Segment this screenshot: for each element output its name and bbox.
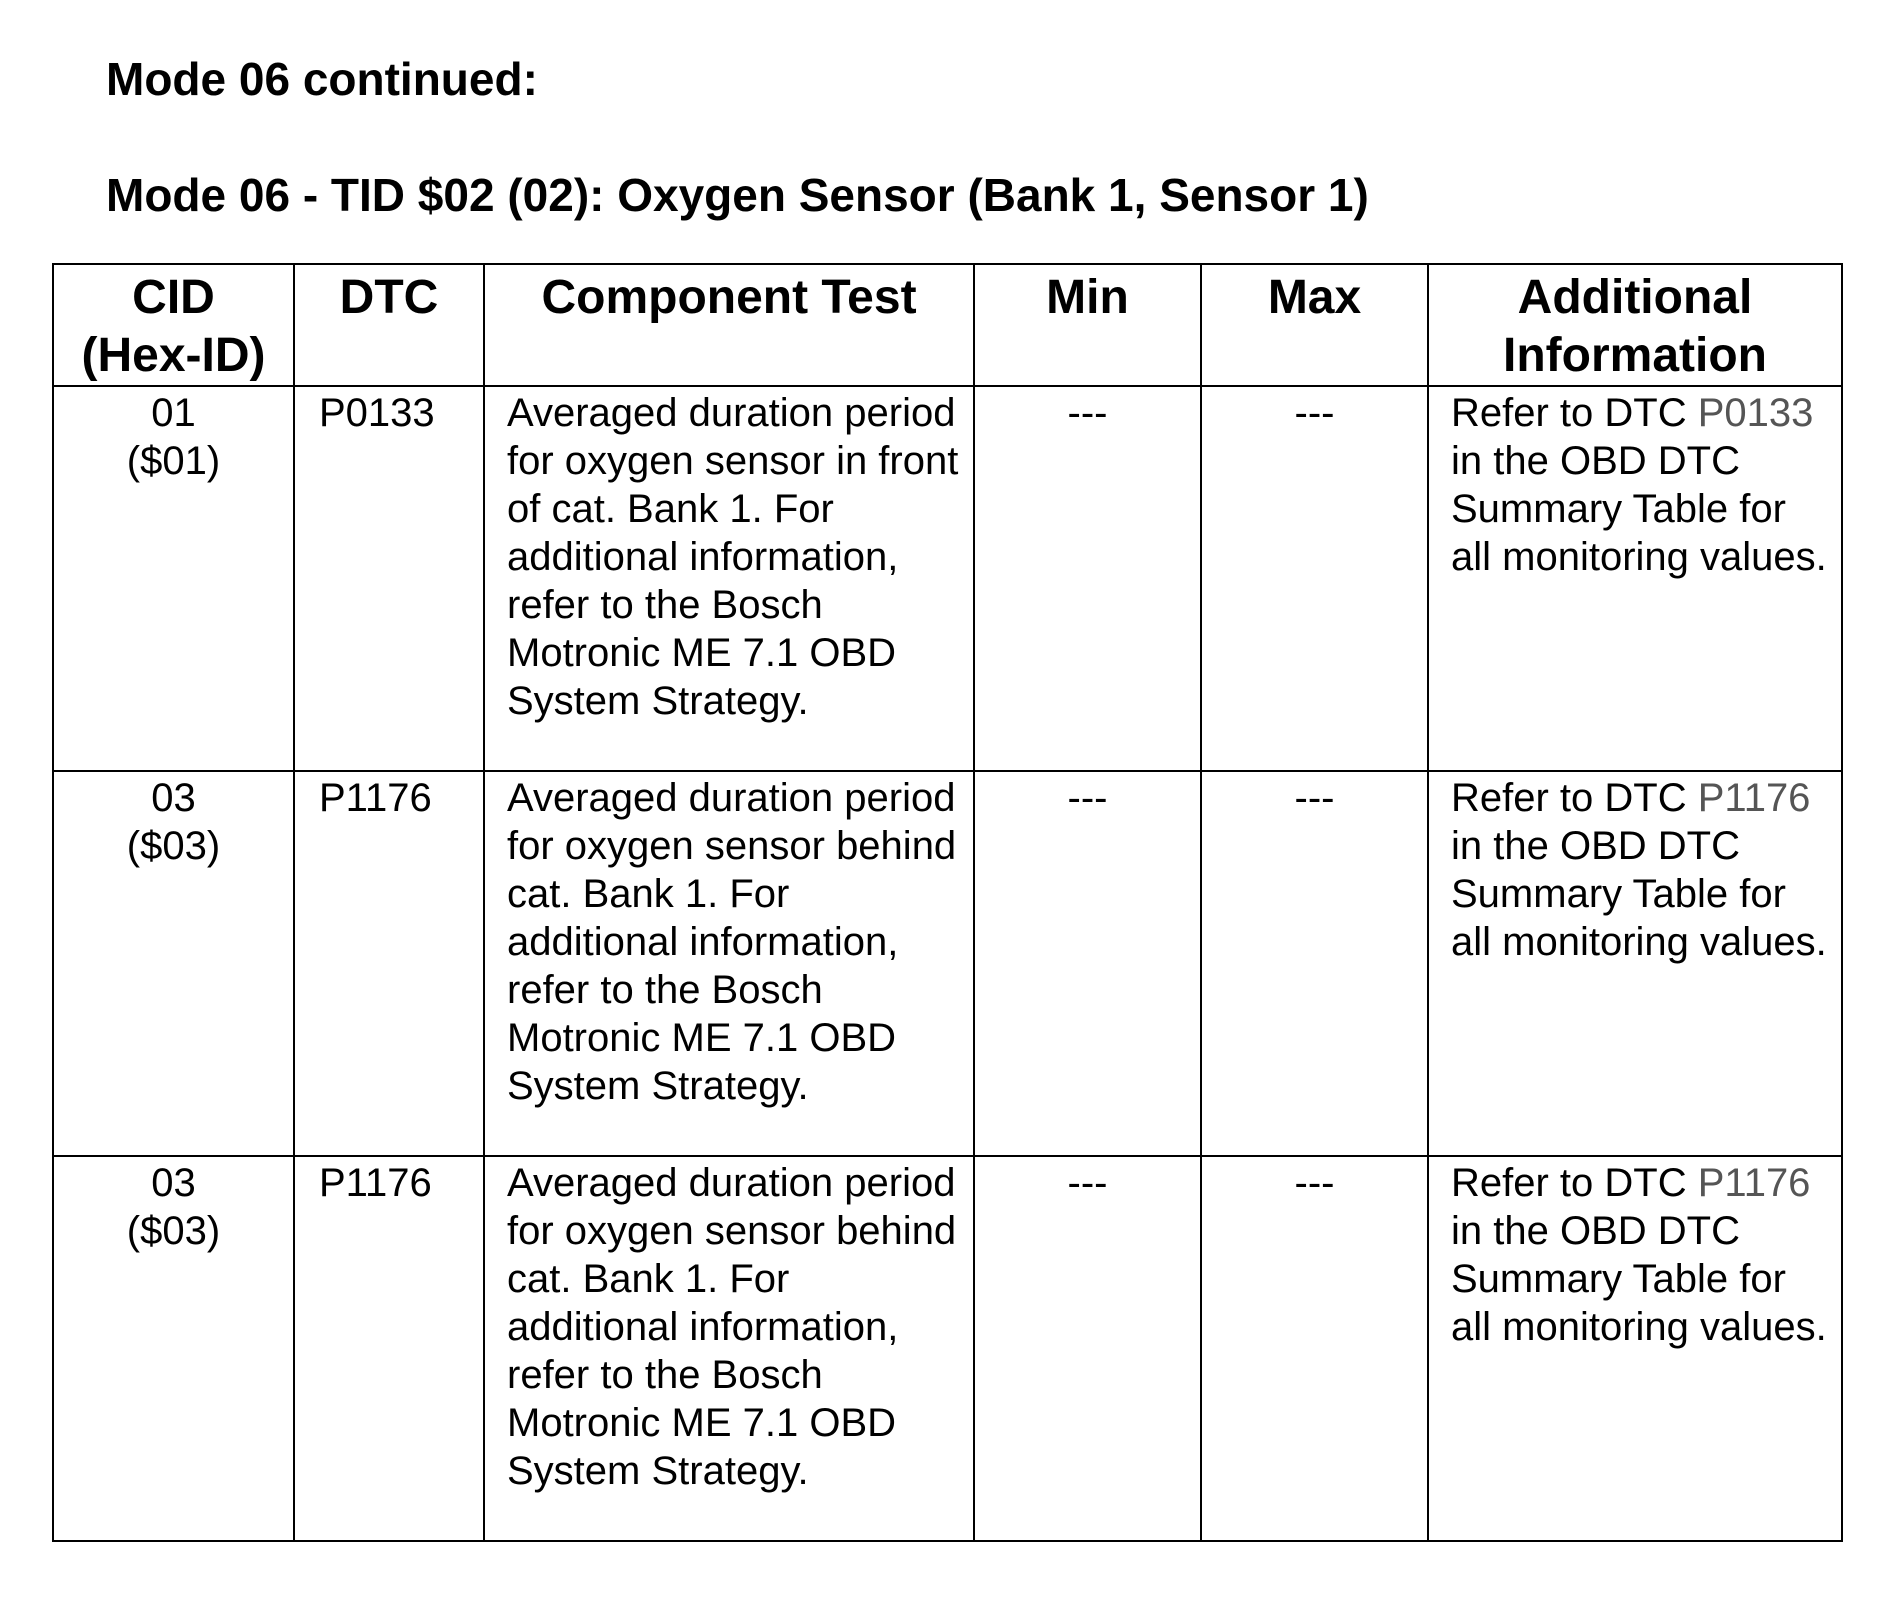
header-max: Max bbox=[1201, 264, 1428, 386]
table-header-row bbox=[53, 264, 1842, 386]
header-cid bbox=[53, 264, 294, 386]
info-prefix: Refer to DTC bbox=[1451, 776, 1687, 820]
min-cell: --- bbox=[974, 771, 1201, 1156]
info-prefix: Refer to DTC bbox=[1451, 1161, 1687, 1205]
hex-id-value: ($03) bbox=[126, 1209, 221, 1253]
header-dtc: DTC bbox=[294, 264, 484, 386]
cid-value: 03 bbox=[151, 776, 196, 820]
max-cell: --- bbox=[1201, 1156, 1428, 1541]
section-title: Mode 06 - TID $02 (02): Oxygen Sensor (Bank 1, Sensor 1) bbox=[106, 169, 1369, 221]
header-additional-line1: Additional bbox=[1517, 271, 1753, 324]
info-dtc-reference: P0133 bbox=[1697, 391, 1814, 435]
hex-id-value: ($01) bbox=[126, 439, 221, 483]
header-additional-line2: Information bbox=[1503, 329, 1767, 382]
additional-info-cell bbox=[1428, 771, 1842, 1156]
min-cell: --- bbox=[974, 386, 1201, 771]
header-component-test: Component Test bbox=[484, 264, 974, 386]
header-cid-line2: (Hex-ID) bbox=[81, 329, 266, 382]
min-cell: --- bbox=[974, 1156, 1201, 1541]
table-row bbox=[53, 386, 1842, 771]
info-prefix: Refer to DTC bbox=[1451, 391, 1687, 435]
info-dtc-reference: P1176 bbox=[1697, 776, 1811, 820]
cid-cell bbox=[53, 386, 294, 771]
table-row bbox=[53, 771, 1842, 1156]
info-suffix: in the OBD DTC Summary Table for all monitoring values. bbox=[1451, 1209, 1827, 1349]
dtc-cell: P1176 bbox=[294, 771, 484, 1156]
additional-info-cell bbox=[1428, 1156, 1842, 1541]
cid-value: 03 bbox=[151, 1161, 196, 1205]
cid-cell bbox=[53, 771, 294, 1156]
hex-id-value: ($03) bbox=[126, 824, 221, 868]
component-test-cell: Averaged duration period for oxygen sensor behind cat. Bank 1. For additional information, refer to the Bosch Motronic ME 7.1 OBD System Strategy. bbox=[484, 771, 974, 1156]
cid-value: 01 bbox=[151, 391, 196, 435]
page-heading: Mode 06 continued: bbox=[106, 53, 538, 105]
header-additional-info bbox=[1428, 264, 1842, 386]
info-dtc-reference: P1176 bbox=[1697, 1161, 1811, 1205]
info-suffix: in the OBD DTC Summary Table for all monitoring values. bbox=[1451, 439, 1827, 579]
info-suffix: in the OBD DTC Summary Table for all monitoring values. bbox=[1451, 824, 1827, 964]
dtc-cell: P1176 bbox=[294, 1156, 484, 1541]
additional-info-cell bbox=[1428, 386, 1842, 771]
max-cell: --- bbox=[1201, 771, 1428, 1156]
component-test-cell: Averaged duration period for oxygen sensor in front of cat. Bank 1. For additional information, refer to the Bosch Motronic ME 7.1 OBD System Strategy. bbox=[484, 386, 974, 771]
cid-cell bbox=[53, 1156, 294, 1541]
header-cid-line1: CID bbox=[132, 271, 215, 324]
max-cell: --- bbox=[1201, 386, 1428, 771]
header-min: Min bbox=[974, 264, 1201, 386]
component-test-cell: Averaged duration period for oxygen sensor behind cat. Bank 1. For additional information, refer to the Bosch Motronic ME 7.1 OBD System Strategy. bbox=[484, 1156, 974, 1541]
dtc-cell: P0133 bbox=[294, 386, 484, 771]
mode06-table bbox=[52, 263, 1843, 1542]
table-row bbox=[53, 1156, 1842, 1541]
